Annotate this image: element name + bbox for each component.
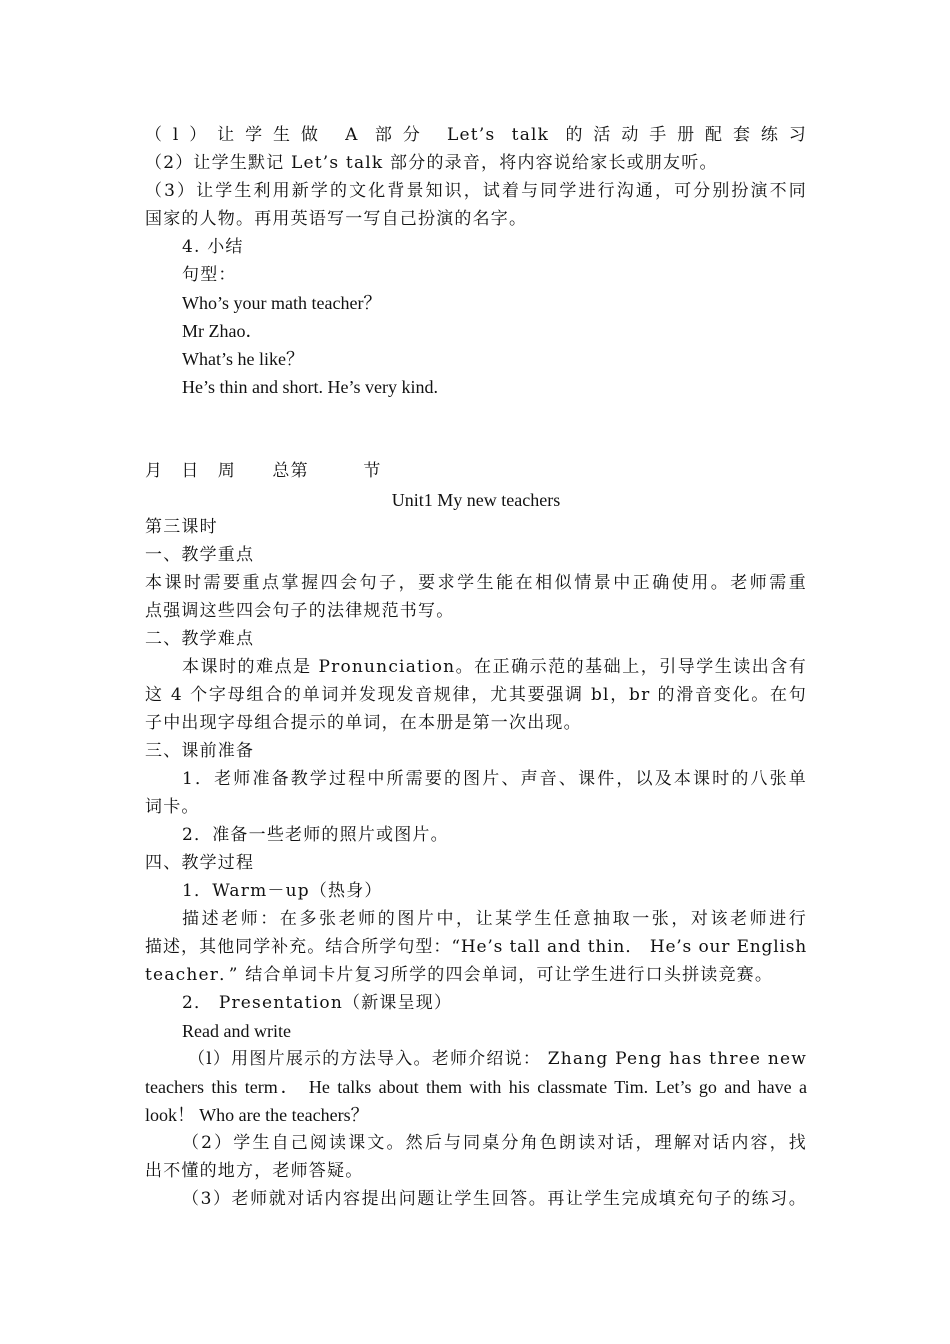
lesson-title: 第三课时 [145,517,218,537]
text-line: 本课时的难点是 Pronunciation。在正确示范的基础上，引导学生读出含有 [182,657,807,677]
text-line: （l）用图片展示的方法导入。老师介绍说： Zhang Peng has three new [188,1049,807,1069]
section-heading: 三、课前准备 [145,741,255,761]
text-line: 本课时需要重点掌握四会句子，要求学生能在相似情景中正确使用。老师需重 [145,573,807,593]
activity-title: Read and write [182,1021,291,1041]
sentence-pattern: Mr Zhao． [182,321,264,341]
text-line: 子中出现字母组合提示的单词，在本册是第一次出现。 [145,713,582,733]
subsection-heading: 1．Warm－up（热身） [182,881,383,901]
text-line: 描述老师：在多张老师的图片中，让某学生任意抽取一张，对该老师进行 [182,909,807,929]
section-heading: 二、教学难点 [145,629,255,649]
date-line: 月 日 周 总第 节 [145,461,382,481]
text-line: （3）老师就对话内容提出问题让学生回答。再让学生完成填充句子的练习。 [182,1189,807,1209]
section-heading: 4. 小结 [182,237,244,257]
text-line: 国家的人物。再用英语写一写自己扮演的名字。 [145,209,528,229]
text-line: 这 4 个字母组合的单词并发现发音规律，尤其要强调 bl，br 的滑音变化。在句 [145,685,807,705]
sentence-pattern: What’s he like？ [182,349,304,369]
subsection-heading: 2． Presentation（新课呈现） [182,993,453,1013]
text-line: 句型： [182,265,237,285]
sentence-pattern: He’s thin and short. He’s very kind. [182,377,438,397]
text-line: （2）让学生默记 Let’s talk 部分的录音，将内容说给家长或朋友听。 [145,153,718,173]
section-heading: 四、教学过程 [145,853,255,873]
text-line: 1．老师准备教学过程中所需要的图片、声音、课件，以及本课时的八张单 [182,769,807,789]
text-line: 2．准备一些老师的照片或图片。 [182,825,449,845]
unit-title: Unit1 My new teachers [391,490,561,510]
text-line: 点强调这些四会句子的法律规范书写。 [145,601,455,621]
text-line: 描述，其他同学补充。结合所学句型：“He’s tall and thin． He’s our English [145,937,807,957]
text-line: 出不懂的地方，老师答疑。 [145,1161,364,1181]
sentence-pattern: Who’s your math teacher？ [182,293,382,313]
text-line: look！ Who are the teachers？ [145,1105,369,1125]
section-heading: 一、教学重点 [145,545,255,565]
text-line: （2）学生自己阅读课文。然后与同桌分角色朗读对话，理解对话内容，找 [182,1133,807,1153]
text-line: （l）让学生做 A 部分 Let’s talk 的活动手册配套练习 [145,125,807,145]
text-line: （3）让学生利用新学的文化背景知识，试着与同学进行沟通，可分别扮演不同 [145,181,807,201]
text-line: 词卡。 [145,797,200,817]
text-line: teachers this term． He talks about them with his classmate Tim. Let’s go and have a [145,1077,807,1097]
text-line: teacher．” 结合单词卡片复习所学的四会单词，可让学生进行口头拼读竞赛。 [145,965,774,985]
